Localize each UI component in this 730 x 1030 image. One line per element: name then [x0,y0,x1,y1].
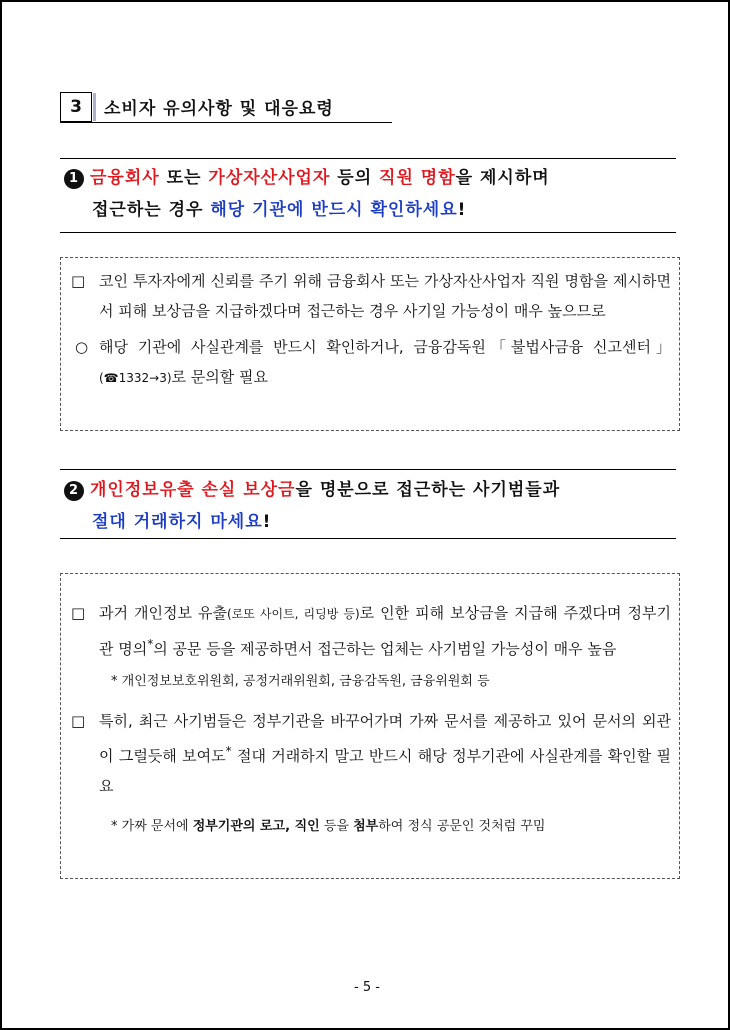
box2-footnote-2: * 가짜 문서에 정부기관의 로고, 직인 등을 첨부하여 정식 공문인 것처럼 꾸밈 [111,819,546,834]
box1-paragraph-2: ○ 해당 기관에 사실관계를 반드시 확인하거나, 금융감독원「불법사금융 신고센터」(☎1332→3)로 문의할 필요 [71,332,671,393]
item1-heading: 1 금융회사 또는 가상자산사업자 등의 직원 명함을 제시하며 접근하는 경우 해당 기관에 반드시 확인하세요! [64,162,676,226]
box2-paragraph-2: □ 특히, 최근 사기범들은 정부기관을 바꾸어가며 가짜 문서를 제공하고 있어 문서의 외관이 그럴듯해 보여도* 절대 거래하지 말고 반드시 해당 정부기관에 사실관계를 확인할 필요 [71,706,671,801]
checkbox-square-icon: □ [71,604,86,622]
info-box-2 [60,573,680,879]
checkbox-square-icon: □ [71,712,86,730]
item2-heading: 2 개인정보유출 손실 보상금을 명분으로 접근하는 사기범들과 절대 거래하지 마세요! [64,474,676,538]
circle-bullet-icon: ○ [75,338,89,356]
page-number: - 5 - [354,980,380,995]
info-box-1 [60,257,680,431]
item2-number-marker: 2 [64,481,84,501]
section-number: 3 [60,92,92,122]
box1-paragraph-1: □ 코인 투자자에게 신뢰를 주기 위해 금융회사 또는 가상자산사업자 직원 명함을 제시하면서 피해 보상금을 지급하겠다며 접근하는 경우 사기일 가능성이 매우 높으므로 [71,266,671,326]
divider [60,538,676,539]
divider [60,469,676,470]
divider [60,158,676,159]
box2-paragraph-1: □ 과거 개인정보 유출(로또 사이트, 리딩방 등)로 인한 피해 보상금을 지급해 주겠다며 정부기관 명의*의 공문 등을 제공하면서 접근하는 업체는 사기범일 가능성이 매우 높음 [71,598,671,664]
box2-footnote-1: * 개인정보보호위원회, 공정거래위원회, 금융감독원, 금융위원회 등 [111,674,490,689]
section-title [60,92,392,123]
section-heading: 소비자 유의사항 및 대응요령 [104,99,334,119]
checkbox-square-icon: □ [71,272,86,290]
divider [60,232,676,233]
item1-number-marker: 1 [64,169,84,189]
